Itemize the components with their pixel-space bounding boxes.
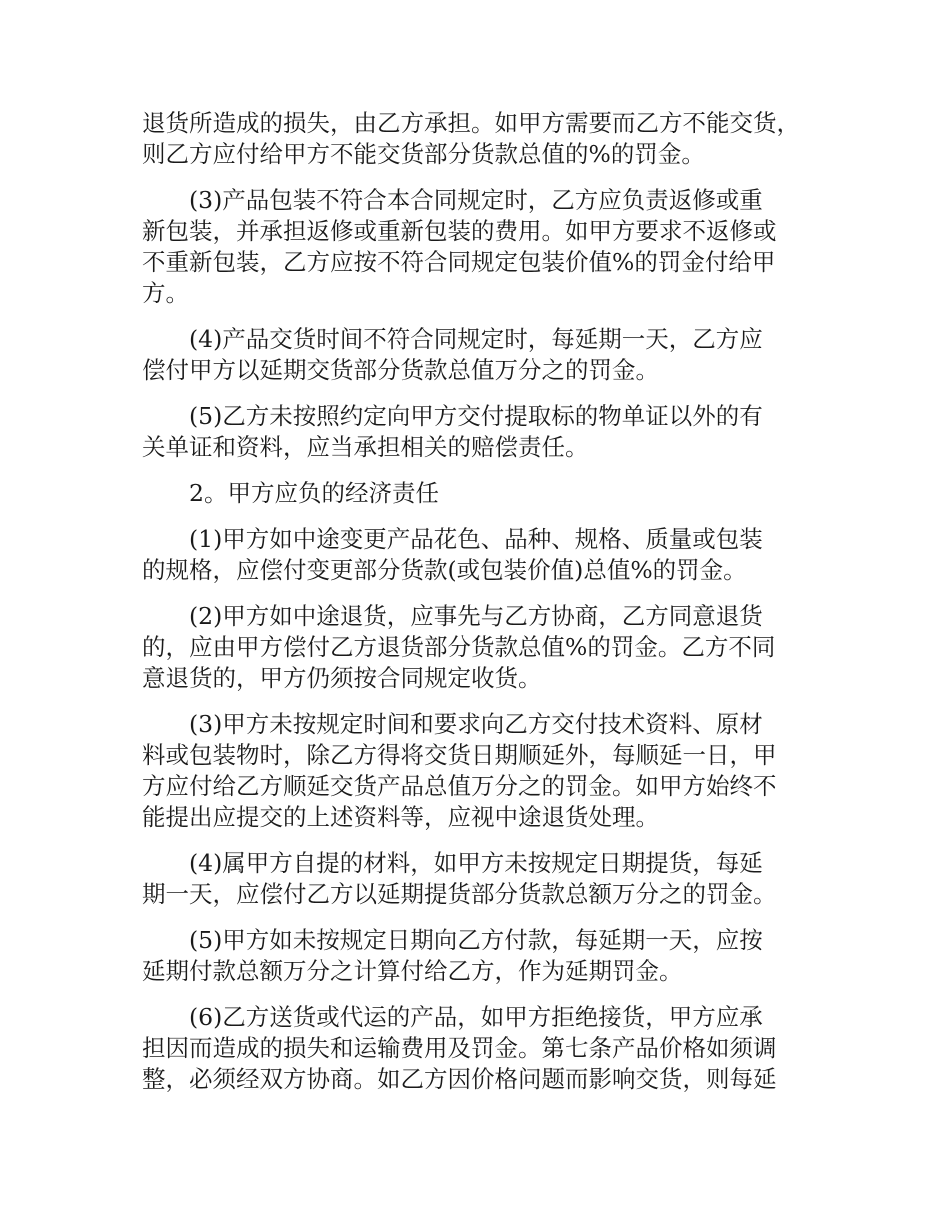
text-line: 期一天，应偿付乙方以延期提货部分货款总额万分之的罚金。 <box>142 880 777 908</box>
paragraph-8 <box>142 709 814 833</box>
text-line: 2。甲方应负的经济责任 <box>189 479 439 507</box>
document-body <box>142 108 814 1110</box>
paragraph-4 <box>142 401 814 463</box>
text-line: 意退货的，甲方仍须按合同规定收货。 <box>142 664 542 692</box>
text-line: 不重新包装，乙方应按不符合同规定包装价值%的罚金付给甲 <box>142 248 776 276</box>
paragraph-2 <box>142 185 814 309</box>
text-line: 方。 <box>142 279 189 307</box>
paragraph-3 <box>142 324 814 386</box>
text-line: 能提出应提交的上述资料等，应视中途退货处理。 <box>142 803 659 831</box>
text-line: 的规格，应偿付变更部分货款(或包装价值)总值%的罚金。 <box>142 556 747 584</box>
text-line: (3)甲方未按规定时间和要求向乙方交付技术资料、原材 <box>189 710 763 738</box>
text-line: (4)产品交货时间不符合同规定时，每延期一天，乙方应 <box>189 325 763 353</box>
text-line: (5)甲方如未按规定日期向乙方付款，每延期一天，应按 <box>189 926 763 954</box>
text-line: (5)乙方未按照约定向甲方交付提取标的物单证以外的有 <box>189 402 763 430</box>
paragraph-1 <box>142 108 814 170</box>
text-line: 的，应由甲方偿付乙方退货部分货款总值%的罚金。乙方不同 <box>142 633 776 661</box>
paragraph-7 <box>142 601 814 694</box>
text-line: (4)属甲方自提的材料，如甲方未按规定日期提货，每延 <box>189 849 763 877</box>
text-line: 整，必须经双方协商。如乙方因价格问题而影响交货，则每延 <box>142 1065 777 1093</box>
paragraph-10 <box>142 925 814 987</box>
text-line: 则乙方应付给甲方不能交货部分货款总值的%的罚金。 <box>142 140 705 168</box>
text-line: 新包装，并承担返修或重新包装的费用。如甲方要求不返修或 <box>142 217 777 245</box>
text-line: 退货所造成的损失，由乙方承担。如甲方需要而乙方不能交货， <box>142 109 800 137</box>
paragraph-11 <box>142 1002 814 1095</box>
paragraph-6 <box>142 524 814 586</box>
section-heading <box>142 478 814 509</box>
text-line: 担因而造成的损失和运输费用及罚金。第七条产品价格如须调 <box>142 1034 777 1062</box>
text-line: 方应付给乙方顺延交货产品总值万分之的罚金。如甲方始终不 <box>142 772 777 800</box>
text-line: 偿付甲方以延期交货部分货款总值万分之的罚金。 <box>142 356 659 384</box>
paragraph-9 <box>142 848 814 910</box>
text-line: 延期付款总额万分之计算付给乙方，作为延期罚金。 <box>142 957 683 985</box>
text-line: (1)甲方如中途变更产品花色、品种、规格、质量或包装 <box>189 525 763 553</box>
text-line: (6)乙方送货或代运的产品，如甲方拒绝接货，甲方应承 <box>189 1003 763 1031</box>
text-line: 料或包装物时，除乙方得将交货日期顺延外，每顺延一日，甲 <box>142 741 777 769</box>
text-line: 关单证和资料，应当承担相关的赔偿责任。 <box>142 433 589 461</box>
text-line: (2)甲方如中途退货，应事先与乙方协商，乙方同意退货 <box>189 602 763 630</box>
text-line: (3)产品包装不符合本合同规定时，乙方应负责返修或重 <box>189 186 763 214</box>
